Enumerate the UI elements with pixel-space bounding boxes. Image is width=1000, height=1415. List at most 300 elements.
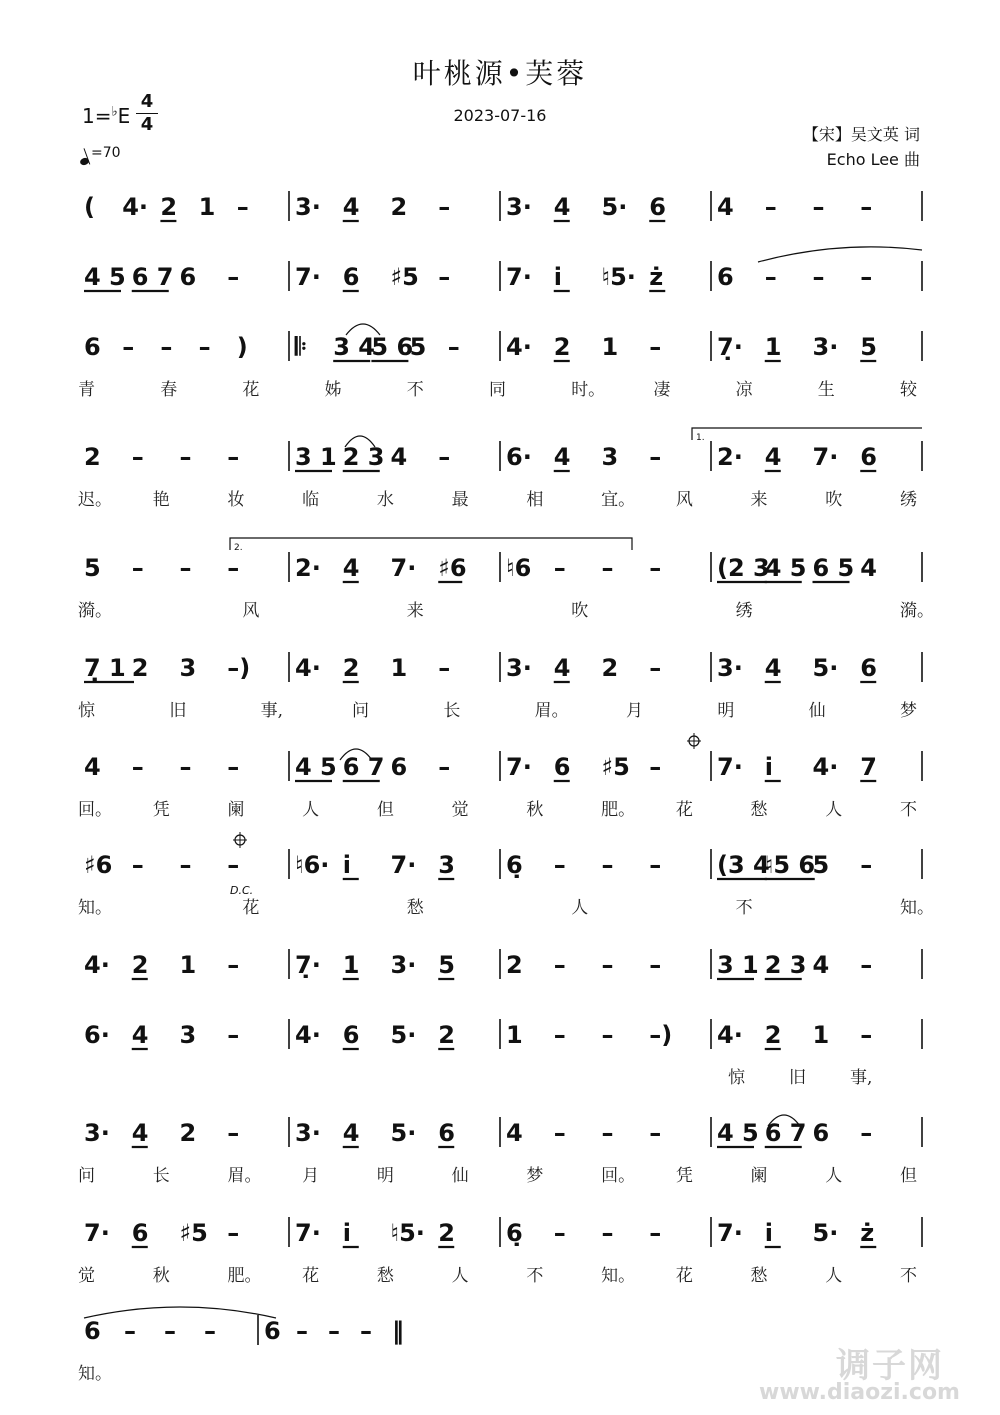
note: – [131, 554, 144, 582]
note: – [227, 263, 240, 291]
note: 5· [390, 1119, 417, 1147]
note: 5 [438, 951, 455, 979]
lyric-char: 相 [526, 490, 544, 510]
note: 6 [390, 753, 408, 781]
lyric-char: 愁 [376, 1266, 394, 1286]
lyric-char: 凭 [152, 800, 170, 820]
lyric-char: 绣 [735, 601, 753, 621]
note: 4 5 [717, 1119, 759, 1147]
lyric-char: 凭 [675, 1166, 693, 1186]
note: 6 7 [131, 263, 174, 291]
lyric-char: 花 [302, 1266, 320, 1286]
lyric-char: 春 [160, 380, 178, 400]
note: 2 [131, 951, 149, 979]
note: – [860, 851, 873, 879]
lyric-char: 明 [717, 701, 735, 721]
note: – [601, 1219, 614, 1247]
note: – [227, 1021, 240, 1049]
note: – [131, 443, 144, 471]
note: – [438, 753, 451, 781]
note: – [553, 1219, 566, 1247]
note: ♯6 [438, 554, 467, 582]
lyric-char: 人 [825, 1266, 843, 1286]
note: – [860, 951, 873, 979]
slur [758, 247, 922, 262]
lyric-char: 不 [900, 1266, 917, 1286]
lyric-char: 不 [406, 380, 424, 400]
note: i [342, 851, 351, 879]
lyric-char: 风 [675, 490, 693, 510]
key-prefix: 1= [82, 104, 112, 128]
note: ♮5 6 [764, 851, 816, 879]
slur [84, 1307, 276, 1318]
lyric-char: 惊 [728, 1068, 745, 1088]
lyric-char: 梦 [526, 1166, 544, 1186]
note: 3· [506, 654, 532, 682]
lyric-char: 明 [376, 1166, 394, 1186]
note: – [649, 554, 662, 582]
note: 2 [438, 1021, 455, 1049]
note: – [131, 753, 144, 781]
note: – [227, 443, 240, 471]
note: 6 7 [342, 753, 385, 781]
note: 2 [342, 654, 360, 682]
note: –) [649, 1021, 673, 1049]
lyric-char: 宜。 [601, 490, 636, 510]
note: i [553, 263, 562, 291]
note: ♮5· [601, 263, 636, 291]
note: – [227, 554, 240, 582]
note: – [860, 193, 873, 221]
note: – [601, 1119, 614, 1147]
note: 6 [179, 263, 197, 291]
lyric-char: 事, [260, 701, 284, 721]
note: 5· [812, 1219, 839, 1247]
note: – [179, 753, 192, 781]
note: – [601, 851, 614, 879]
note: 4· [84, 951, 110, 979]
note: ♮5· [390, 1219, 425, 1247]
note: – [812, 193, 825, 221]
note: 2 [179, 1119, 197, 1147]
lyric-char: 较 [900, 380, 917, 400]
volta-1-label: 1. [696, 433, 705, 443]
note: 3· [84, 1119, 110, 1147]
note: 6· [506, 443, 532, 471]
note: – [764, 193, 777, 221]
note: – [649, 753, 662, 781]
note: – [860, 1119, 873, 1147]
lyric-char: 惊 [78, 701, 95, 721]
note: 1 [601, 333, 619, 361]
lyric-char: 仙 [808, 701, 826, 721]
note: –) [227, 654, 251, 682]
note: – [198, 333, 211, 361]
note: – [553, 1021, 566, 1049]
lyric-char: 艳 [152, 490, 170, 510]
note: 2 [553, 333, 571, 361]
note: 4· [295, 1021, 321, 1049]
note: 3 [438, 851, 455, 879]
note: 4 [553, 193, 571, 221]
lyric-char: 梦 [900, 701, 917, 721]
note: – [236, 193, 249, 221]
note: 4 [764, 654, 782, 682]
note: 4 [860, 554, 877, 582]
note: – [438, 193, 451, 221]
note: 1 [764, 333, 782, 361]
note: – [179, 443, 192, 471]
lyric-char: 水 [376, 490, 394, 510]
note: 2 [601, 654, 619, 682]
lyric-char: 绣 [900, 490, 917, 510]
lyric-char: 觉 [451, 800, 469, 820]
note: 5 [860, 333, 877, 361]
lyric-char: 旧 [169, 701, 187, 721]
note: 6 [342, 1021, 360, 1049]
note: i [764, 1219, 773, 1247]
note: 7̣ 1 [84, 654, 126, 682]
song-date: 2023-07-16 [453, 106, 547, 125]
note: ♯5 [390, 263, 419, 291]
note: – [553, 554, 566, 582]
note: – [601, 554, 614, 582]
lyric-char: 问 [78, 1166, 95, 1186]
lyric-char: 秋 [526, 800, 544, 820]
note: 5 6 [371, 333, 414, 361]
lyric-char: 旧 [789, 1068, 806, 1088]
note: 6 [84, 1317, 101, 1345]
note: – [438, 443, 451, 471]
note: 4 [812, 951, 830, 979]
note: 6 [649, 193, 666, 221]
watermark-logo: 调子网 [836, 1346, 944, 1386]
note: – [164, 1317, 176, 1345]
note: i [342, 1219, 351, 1247]
lyric-char: 不 [526, 1266, 544, 1286]
song-title: 叶桃源•芙蓉 [412, 57, 588, 90]
note: 7̣· [295, 951, 321, 979]
lyric-char: 但 [376, 800, 394, 820]
note: – [227, 1119, 240, 1147]
note: 4 [131, 1021, 149, 1049]
lyric-char: 秋 [152, 1266, 170, 1286]
note: ♯5 [601, 753, 630, 781]
note: 2 [438, 1219, 455, 1247]
note: 6 7 [764, 1119, 807, 1147]
note: 1 [812, 1021, 830, 1049]
volta-2-label: 2. [234, 543, 243, 553]
lyric-char: 最 [451, 490, 469, 510]
note: 6̣ [506, 851, 523, 879]
lyric-char: 阑 [227, 800, 245, 820]
lyric-char: 事, [850, 1068, 873, 1088]
lyric-char: 肥。 [601, 800, 636, 820]
note: 4 [342, 1119, 360, 1147]
note: – [649, 443, 662, 471]
note: 2 3 [764, 951, 807, 979]
note: 4 [131, 1119, 149, 1147]
note: – [447, 333, 460, 361]
note: ż [649, 263, 664, 291]
note: 1 [342, 951, 360, 979]
note: – [860, 1021, 873, 1049]
lyric-char: 但 [900, 1166, 917, 1186]
lyric-char: 人 [571, 898, 589, 918]
note: 2· [295, 554, 321, 582]
lyric-char: 人 [302, 800, 320, 820]
note: 6· [84, 1021, 110, 1049]
volta-bracket-1 [692, 428, 922, 440]
note: – [360, 1317, 372, 1345]
note: 4 5 [295, 753, 337, 781]
note: 6 [84, 333, 101, 361]
dc-marking: D.C. [230, 884, 254, 897]
note: – [296, 1317, 308, 1345]
note: – [160, 333, 173, 361]
lyric-char: 妆 [227, 490, 245, 510]
note: – [553, 851, 566, 879]
lyric-char: 风 [242, 601, 260, 621]
note: (2 3 [717, 554, 770, 582]
note: 4· [122, 193, 149, 221]
note: 3 4 [333, 333, 375, 361]
note: ♯5 [179, 1219, 208, 1247]
note: – [227, 851, 240, 879]
lyric-char: 知。 [601, 1266, 636, 1286]
note: 7· [717, 1219, 743, 1247]
note: 6 [812, 1119, 830, 1147]
lyric-char: 凄 [653, 380, 671, 400]
note: – [649, 654, 662, 682]
note: 1 [506, 1021, 523, 1049]
note: – [227, 753, 240, 781]
note: 6 [860, 654, 877, 682]
note: 2 [131, 654, 149, 682]
note: ♮6· [295, 851, 330, 879]
note: – [649, 1219, 662, 1247]
note: 6̣ [506, 1219, 523, 1247]
lyric-char: 阑 [750, 1166, 768, 1186]
note: 2 [764, 1021, 782, 1049]
note: – [649, 333, 662, 361]
note: 3 [179, 654, 197, 682]
note: 2 [160, 193, 178, 221]
lyric-char: 月 [626, 701, 643, 721]
lyric-char: 迟。 [78, 490, 112, 510]
note: 3· [717, 654, 743, 682]
note: – [860, 263, 873, 291]
note: – [438, 654, 451, 682]
lyric-char: 觉 [78, 1266, 95, 1286]
lyric-char: 愁 [750, 1266, 768, 1286]
note: 1 [198, 193, 216, 221]
note: – [227, 951, 240, 979]
note: – [227, 1219, 240, 1247]
note: 5· [812, 654, 839, 682]
lyricist: 【宋】吴文英 词 [802, 125, 920, 144]
note: 7· [295, 1219, 321, 1247]
note: 1 [179, 951, 197, 979]
note: 4 [342, 554, 360, 582]
note: 4 [717, 193, 734, 221]
note: 2 [506, 951, 523, 979]
note: 2· [717, 443, 743, 471]
lyric-char: 姊 [324, 380, 342, 400]
note: 5· [390, 1021, 417, 1049]
note: 3· [506, 193, 532, 221]
note: 6 [860, 443, 877, 471]
lyric-char: 临 [302, 490, 320, 510]
note: 7· [390, 554, 417, 582]
note: 3· [812, 333, 839, 361]
time-bottom: 4 [140, 114, 154, 135]
lyric-char: 同 [489, 380, 506, 400]
flat-sign: ♭ [111, 104, 118, 120]
note: – [649, 951, 662, 979]
lyric-char: 生 [817, 380, 835, 400]
key-tonic: E [117, 104, 131, 128]
note: 7· [506, 263, 532, 291]
note: – [204, 1317, 216, 1345]
note: 3 [601, 443, 619, 471]
note: ( [84, 193, 95, 221]
lyric-char: 花 [675, 1266, 693, 1286]
note: 3· [295, 1119, 321, 1147]
lyric-char: 肥。 [227, 1266, 262, 1286]
note: 4 [390, 443, 408, 471]
note: 7· [812, 443, 839, 471]
lyric-char: 人 [825, 800, 843, 820]
note: 6 [717, 263, 734, 291]
lyric-char: 来 [406, 601, 424, 621]
lyric-char: 来 [750, 490, 768, 510]
note: 4 [342, 193, 360, 221]
lyric-char: 知。 [78, 1364, 112, 1384]
time-top: 4 [140, 91, 154, 112]
note: ♯6 [84, 851, 113, 879]
note: 4· [812, 753, 839, 781]
note: 3 1 [717, 951, 759, 979]
note: ‖ [392, 1317, 404, 1345]
note: – [764, 263, 777, 291]
note: – [553, 1119, 566, 1147]
note: 7 [860, 753, 877, 781]
note: 2 [84, 443, 101, 471]
lyric-char: 人 [825, 1166, 843, 1186]
lyric-char: 吹 [825, 490, 843, 510]
note: – [122, 333, 135, 361]
note: 4 [553, 654, 571, 682]
note: – [553, 951, 566, 979]
note: 4 5 [764, 554, 807, 582]
lyric-char: 仙 [451, 1166, 469, 1186]
lyric-char: 花 [675, 800, 693, 820]
note: ) [236, 333, 248, 361]
note: 7· [84, 1219, 110, 1247]
note: – [124, 1317, 136, 1345]
lyric-char: 知。 [900, 898, 934, 918]
lyric-char: 长 [443, 701, 461, 721]
lyric-char: 凉 [735, 380, 753, 400]
note: 6 [264, 1317, 281, 1345]
note: 𝄆 [295, 333, 307, 361]
note: – [812, 263, 825, 291]
lyric-char: 愁 [750, 800, 768, 820]
note: 3· [390, 951, 417, 979]
lyric-char: 花 [242, 898, 260, 918]
note: – [438, 263, 451, 291]
note: 6 [131, 1219, 149, 1247]
note: 4 5 [84, 263, 126, 291]
lyric-char: 漪。 [78, 601, 112, 621]
watermark-url: www.diaozi.com [759, 1380, 960, 1405]
lyric-char: 回。 [601, 1166, 636, 1186]
lyric-char: 人 [451, 1266, 469, 1286]
lyric-char: 眉。 [227, 1166, 262, 1186]
note: – [601, 951, 614, 979]
note: 4 [553, 443, 571, 471]
note: 5· [601, 193, 628, 221]
note: – [601, 1021, 614, 1049]
lyric-char: 不 [900, 800, 917, 820]
note: (3 4 [717, 851, 770, 879]
lyric-char: 时。 [571, 380, 606, 400]
note: 4 [506, 1119, 523, 1147]
note: 3· [295, 193, 321, 221]
note: 3 [179, 1021, 197, 1049]
lyric-char: 回。 [78, 800, 112, 820]
note: 2 [390, 193, 408, 221]
note: 4· [295, 654, 321, 682]
lyric-char: 眉。 [534, 701, 569, 721]
lyric-char: 吹 [571, 601, 589, 621]
note: 5 [812, 851, 830, 879]
note: 6 5 [812, 554, 855, 582]
note: 6 [342, 263, 360, 291]
note: 7· [390, 851, 417, 879]
lyric-char: 长 [152, 1166, 170, 1186]
note: 6 [438, 1119, 455, 1147]
note: 7· [506, 753, 532, 781]
note: – [179, 554, 192, 582]
note: 7· [717, 753, 743, 781]
note: 3 1 [295, 443, 337, 471]
lyric-char: 知。 [78, 898, 112, 918]
note: i [764, 753, 773, 781]
note: 4 [84, 753, 101, 781]
note: 2 3 [342, 443, 385, 471]
note: 1 [390, 654, 408, 682]
lyric-char: 青 [78, 380, 95, 400]
tempo-value: =70 [91, 145, 121, 161]
note: 4· [717, 1021, 743, 1049]
note: – [179, 851, 192, 879]
lyric-char: 花 [242, 380, 260, 400]
note: – [131, 851, 144, 879]
composer: Echo Lee 曲 [826, 150, 920, 169]
note: 5 [409, 333, 427, 361]
note: – [649, 1119, 662, 1147]
note: 4· [506, 333, 532, 361]
note: – [328, 1317, 340, 1345]
note: 4 [764, 443, 782, 471]
note: 6 [553, 753, 571, 781]
note: ż [860, 1219, 875, 1247]
volta-bracket-2 [230, 538, 632, 550]
lyric-char: 问 [352, 701, 369, 721]
note: 7· [295, 263, 321, 291]
